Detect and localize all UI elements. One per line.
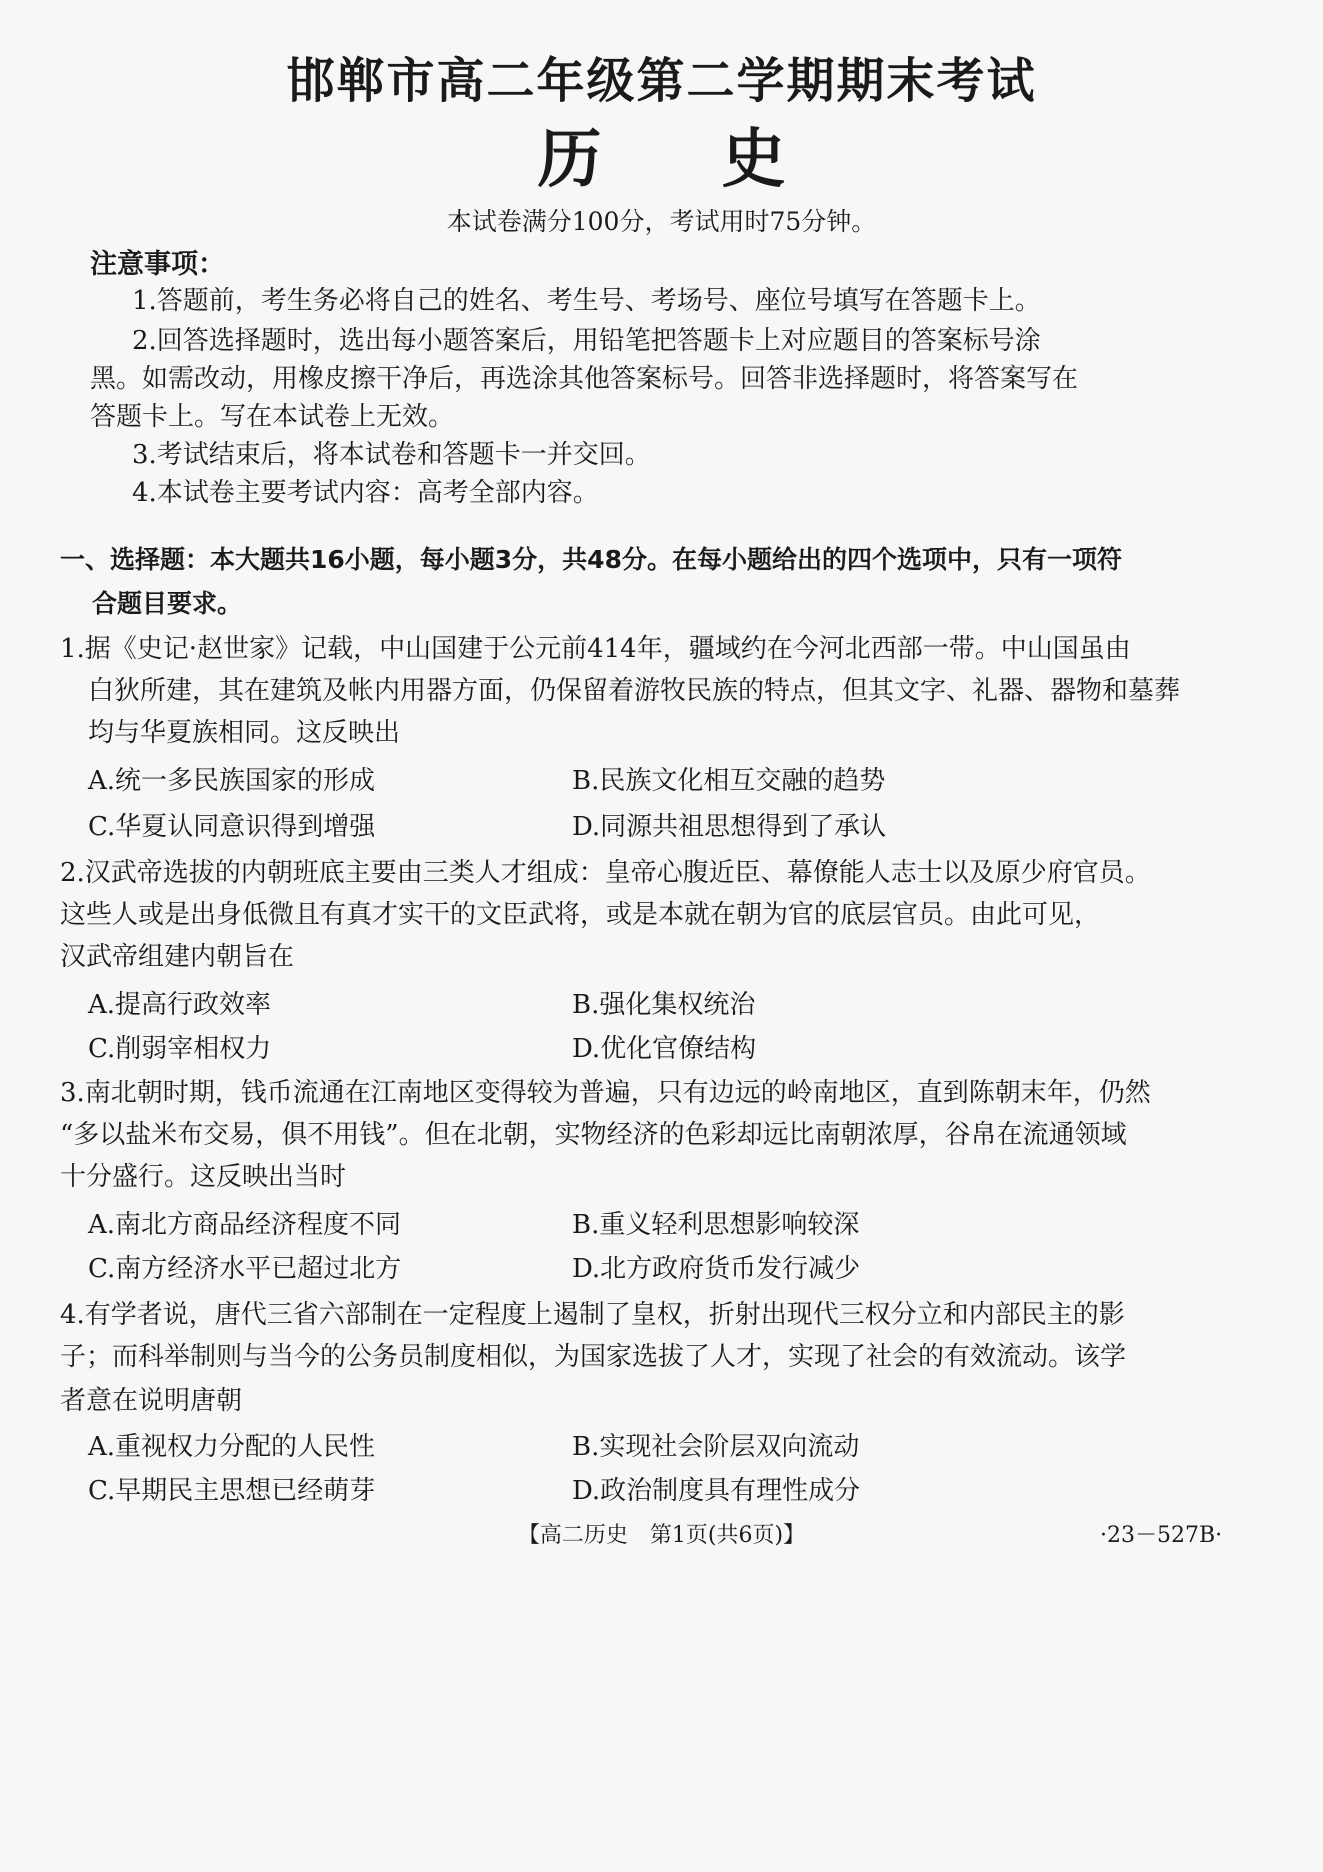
question-text: 这些人或是出身低微且有真才实干的文臣武将，或是本就在朝为官的底层官员。由此可见， <box>60 900 1101 930</box>
notice-item: 答题卡上。写在本试卷上无效。 <box>90 402 455 432</box>
question-text: 4.有学者说，唐代三省六部制在一定程度上遏制了皇权，折射出现代三权分立和内部民主的影 <box>60 1300 1125 1330</box>
question-text: 1.据《史记·赵世家》记载，中山国建于公元前414年，疆域约在今河北西部一带。中山国虽由 <box>60 634 1131 664</box>
question-text: 子；而科举制则与当今的公务员制度相似，为国家选拔了人才，实现了社会的有效流动。该学 <box>60 1342 1127 1372</box>
option-d: D.同源共祖思想得到了承认 <box>572 812 887 842</box>
question-text: 2.汉武帝选拔的内朝班底主要由三类人才组成：皇帝心腹近臣、幕僚能人志士以及原少府官员。 <box>60 858 1151 888</box>
option-d: D.政治制度具有理性成分 <box>572 1476 861 1506</box>
question-text: “多以盐米布交易，俱不用钱”。但在北朝，实物经济的色彩却远比南朝浓厚，谷帛在流通领域 <box>60 1120 1127 1150</box>
option-b: B.强化集权统治 <box>572 990 756 1020</box>
option-b: B.实现社会阶层双向流动 <box>572 1432 860 1462</box>
notice-item: 1.答题前，考生务必将自己的姓名、考生号、考场号、座位号填写在答题卡上。 <box>132 286 1041 316</box>
question-text: 均与华夏族相同。这反映出 <box>88 718 401 748</box>
option-d: D.优化官僚结构 <box>572 1034 757 1064</box>
option-c: C.华夏认同意识得到增强 <box>88 812 376 842</box>
notice-item: 2.回答选择题时，选出每小题答案后，用铅笔把答题卡上对应题目的答案标号涂 <box>132 326 1041 356</box>
section-heading: 一、选择题：本大题共16小题，每小题3分，共48分。在每小题给出的四个选项中，只有一项符 <box>60 545 1122 574</box>
notice-item: 黑。如需改动，用橡皮擦干净后，再选涂其他答案标号。回答非选择题时，将答案写在 <box>90 364 1079 394</box>
section-heading-cont: 合题目要求。 <box>92 589 243 618</box>
question-text: 白狄所建，其在建筑及帐内用器方面，仍保留着游牧民族的特点，但其文字、礼器、器物和墓葬 <box>88 676 1181 706</box>
option-c: C.南方经济水平已超过北方 <box>88 1254 402 1284</box>
option-a: A.南北方商品经济程度不同 <box>88 1210 402 1240</box>
page-footer-label: 【高二历史 第1页(共6页)】 <box>517 1523 806 1548</box>
option-c: C.削弱宰相权力 <box>88 1034 272 1064</box>
page-footer-code: ·23－527B· <box>1100 1523 1223 1548</box>
option-d: D.北方政府货币发行减少 <box>572 1254 861 1284</box>
option-a: A.提高行政效率 <box>88 990 272 1020</box>
question-text: 汉武帝组建内朝旨在 <box>60 942 295 972</box>
option-a: A.统一多民族国家的形成 <box>88 766 376 796</box>
exam-title: 邯郸市高二年级第二学期期末考试 <box>286 53 1037 109</box>
option-b: B.重义轻利思想影响较深 <box>572 1210 860 1240</box>
question-text: 者意在说明唐朝 <box>60 1386 243 1416</box>
notice-heading: 注意事项： <box>90 249 225 280</box>
option-c: C.早期民主思想已经萌芽 <box>88 1476 376 1506</box>
exam-intro: 本试卷满分100分，考试用时75分钟。 <box>446 207 877 236</box>
question-text: 3.南北朝时期，钱币流通在江南地区变得较为普遍，只有边远的岭南地区，直到陈朝末年，仍然 <box>60 1078 1151 1108</box>
option-a: A.重视权力分配的人民性 <box>88 1432 376 1462</box>
notice-item: 3.考试结束后，将本试卷和答题卡一并交回。 <box>132 440 651 470</box>
question-text: 十分盛行。这反映出当时 <box>60 1162 347 1192</box>
subject-title: 历史 <box>537 123 906 197</box>
notice-item: 4.本试卷主要考试内容：高考全部内容。 <box>132 478 599 508</box>
option-b: B.民族文化相互交融的趋势 <box>572 766 886 796</box>
